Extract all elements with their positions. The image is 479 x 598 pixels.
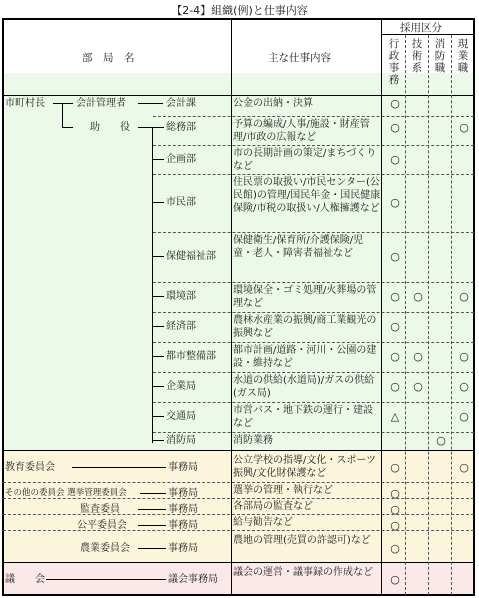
row-divider: [153, 232, 474, 233]
dept-9-name: 交通局: [166, 411, 196, 422]
dept-3-name: 市民部: [166, 197, 196, 208]
dept-3-mark-0: ○: [390, 196, 400, 209]
category-divider-2: [428, 35, 429, 595]
row-divider: [153, 145, 474, 146]
committee-0-name: 教育委員会: [5, 462, 55, 473]
dept-8-name: 企業局: [166, 381, 196, 392]
dept-1-work: 予算の編成/人事/施設・財産管理/市政の広報など: [233, 119, 370, 143]
committee-3-work: 給与勧告など: [233, 517, 293, 528]
tree-connector: [152, 159, 164, 160]
tree-connector: [53, 103, 73, 104]
dept-1-name: 総務部: [166, 122, 196, 133]
row-divider: [153, 174, 474, 175]
category-divider-1: [405, 35, 406, 595]
dept-1-mark-3: ○: [459, 121, 469, 134]
dept-5-mark-0: ○: [390, 290, 400, 303]
tree-connector: [152, 127, 164, 128]
dept-5-mark-1: ○: [413, 290, 423, 303]
tree-connector: [140, 493, 166, 494]
work-header: 主な仕事内容: [268, 52, 331, 64]
committee-3-office: 事務局: [168, 520, 198, 531]
tree-connector: [152, 296, 164, 297]
dept-5-mark-3: ○: [459, 290, 469, 303]
tree-connector: [72, 467, 166, 468]
tree-connector: [152, 440, 164, 441]
row-divider: [153, 116, 474, 117]
dept-header: 部 局 名: [82, 52, 135, 64]
column-divider-category: [381, 18, 382, 596]
dept-0-mark-0: ○: [390, 97, 400, 110]
row-divider: [153, 312, 474, 313]
assembly-mark-0: ○: [390, 573, 400, 586]
tree-connector: [152, 202, 164, 203]
row-divider: [153, 372, 474, 373]
dept-3-work: 住民票の取扱い/市民センター(公民館)の管理/国民年金・国民健康保険/市税の取扱い/人権擁護など: [233, 177, 381, 214]
dept-9-mark-0: △: [390, 410, 400, 423]
committee-0-mark-0: ○: [390, 461, 400, 474]
dept-10-name: 消防局: [166, 435, 196, 446]
dept-8-mark-0: ○: [390, 380, 400, 393]
committee-3-name: 公平委員会: [77, 520, 127, 531]
committee-2-mark-0: ○: [390, 503, 400, 516]
dept-4-work: 保健衛生/保育所/介護保険/児童・老人・障害者福祉など: [233, 235, 364, 259]
page-title: 【2-4】組織(例)と仕事内容: [171, 4, 308, 17]
tree-connector: [138, 103, 163, 104]
row-divider: [153, 432, 474, 433]
tree-connector: [62, 127, 73, 128]
table-border-right: [473, 18, 475, 596]
row-divider: [3, 498, 474, 499]
row-divider: [153, 402, 474, 403]
dept-7-mark-3: ○: [459, 350, 469, 363]
tree-connector: [152, 326, 164, 327]
row-divider: [153, 342, 474, 343]
tree-connector: [62, 103, 63, 127]
row-divider: [3, 530, 474, 531]
deputy-label: 助 役: [90, 122, 130, 133]
dept-6-work: 農林水産業の振興/商工業観光の振興など: [233, 315, 377, 339]
dept-8-mark-1: ○: [413, 380, 423, 393]
dept-5-name: 環境部: [166, 291, 196, 302]
column-divider-work: [231, 18, 232, 596]
dept-5-work: 環境保全・ゴミ処理/火葬場の管理など: [233, 285, 377, 309]
dept-6-name: 経済部: [166, 321, 196, 332]
dept-2-name: 企画部: [166, 154, 196, 165]
committee-2-work: 各部局の監査など: [233, 501, 313, 512]
committee-0-mark-3: ○: [459, 461, 469, 474]
tree-connector: [46, 579, 166, 580]
assembly-label: 議 会: [5, 574, 45, 585]
committee-4-work: 農地の管理(売買の許認可)など: [233, 535, 371, 546]
tree-connector: [152, 416, 164, 417]
dept-8-mark-3: ○: [459, 380, 469, 393]
accountant-label: 会計管理者: [76, 98, 126, 109]
committee-0-office: 事務局: [168, 462, 198, 473]
row-divider: [3, 514, 474, 515]
dept-7-work: 都市計画/道路・河川・公園の建設・維持など: [233, 345, 377, 369]
category-divider-3: [451, 35, 452, 595]
tree-connector: [152, 356, 164, 357]
dept-10-mark-2: ○: [436, 434, 446, 447]
col-header-fire: 消防職: [434, 38, 446, 74]
col-header-admin: 行政事務: [388, 38, 400, 86]
col-header-tech: 技術系: [411, 38, 423, 74]
dept-10-work: 消防業務: [233, 435, 273, 446]
dept-4-name: 保健福祉部: [166, 251, 216, 262]
committee-1-work: 選挙の管理・執行など: [233, 485, 333, 496]
committee-1-mark-0: ○: [390, 487, 400, 500]
table-border-left: [2, 18, 4, 596]
dept-2-mark-0: ○: [390, 153, 400, 166]
tree-connector: [152, 256, 164, 257]
tree-connector: [138, 525, 166, 526]
mayor-label: 市町村長: [5, 98, 45, 109]
dept-9-work: 市営バス・地下鉄の運行・建設など: [233, 405, 373, 429]
committee-2-office: 事務局: [168, 504, 198, 515]
tree-connector: [138, 548, 166, 549]
dept-6-mark-0: ○: [390, 320, 400, 333]
committee-2-name: 監査委員: [80, 504, 120, 515]
row-divider: [153, 282, 474, 283]
dept-7-mark-0: ○: [390, 350, 400, 363]
dept-2-work: 市の長期計画の策定/まちづくりなど: [233, 148, 377, 172]
tree-connector: [138, 509, 166, 510]
assembly-office-label: 議会事務局: [168, 574, 218, 585]
dept-0-name: 会計課: [166, 98, 196, 109]
committee-3-mark-0: ○: [390, 519, 400, 532]
dept-7-name: 都市整備部: [166, 351, 216, 362]
dept-7-mark-1: ○: [413, 350, 423, 363]
committee-4-mark-0: ○: [390, 542, 400, 555]
committee-1-name: その他の委員会 選挙管理委員会: [5, 488, 127, 498]
dept-4-mark-0: ○: [390, 250, 400, 263]
dept-9-mark-3: ○: [459, 410, 469, 423]
tree-connector: [152, 386, 164, 387]
col-header-labor: 現業職: [457, 38, 469, 74]
assembly-work: 議会の運営・議事録の作成など: [233, 567, 373, 578]
committee-4-name: 農業委員会: [80, 543, 130, 554]
row-divider: [3, 482, 474, 483]
dept-0-work: 公金の出納・決算: [233, 98, 313, 109]
committee-4-office: 事務局: [168, 543, 198, 554]
committee-1-office: 事務局: [168, 488, 198, 499]
dept-8-work: 水道の供給(水道局)/ガスの供給(ガス局): [233, 375, 375, 399]
committee-0-work: 公立学校の指導/文化・スポーツ振興/文化財保護など: [233, 455, 376, 479]
dept-1-mark-0: ○: [390, 121, 400, 134]
category-header: 採用区分: [400, 22, 442, 34]
